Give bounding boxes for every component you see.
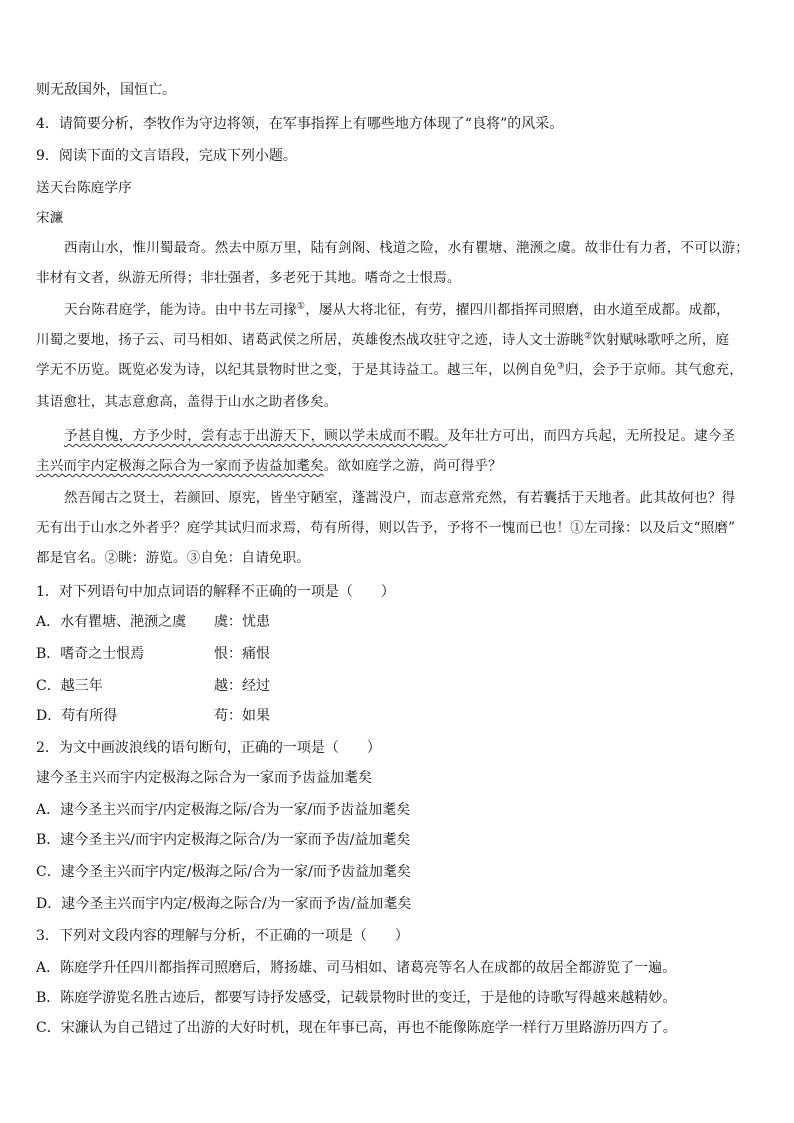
option-a: A．陈庭学升任四川都指挥司照磨后，將扬雄、司马相如、诸葛亮等名人在成都的故居全都游览了一遍。 [36,960,677,976]
option-text: B．嗜奇之士恨焉 [36,646,145,662]
passage-text: 饮射赋咏歌呼之所，庭 [592,332,730,348]
wavy-underlined-text: 予甚自愧，方予少时，尝有志于出游天下，顾以学未成而不暇。 [64,428,448,444]
passage-text: 天台陈君庭学，能为诗。由中书左司掾 [64,302,297,318]
option-explanation: 恨：痛恨 [214,646,270,662]
passage-text: 川蜀之要地，扬子云、司马相如、诸葛武侯之所居，英雄俊杰战攻驻守之迹，诗人文士游眺 [36,332,584,348]
question-3: 3．下列对文段内容的理解与分析，不正确的一项是（ ） [36,928,409,944]
footnote-marker: ② [584,331,593,342]
option-c: C．宋濂认为自己错过了出游的大好时机，现在年事已高，再也不能像陈庭学一样行万里路游历四方了。 [36,1020,677,1036]
question-4: 4．请简要分析，李牧作为守边将领，在军事指挥上有哪些地方体现了“良将”的风采。 [36,116,564,132]
footnote-marker: ③ [556,361,565,372]
question-9: 9．阅读下面的文言语段，完成下列小题。 [36,148,297,164]
passage-title: 送天台陈庭学序 [36,180,132,196]
passage-line: 其语愈壮，其志意愈高，盖得于山水之助者侈矣。 [36,394,338,410]
option-text: A．水有瞿塘、滟滪之虞 [36,614,187,630]
option-d: D．逮今圣主兴而宇内定/极海之际合/为一家而予齿/益加耄矣 [36,896,412,912]
passage-text: 。欲如庭学之游，尚可得乎？ [323,458,502,474]
footnote-marker: ① [296,301,306,312]
option-text: C．越三年 [36,678,103,694]
option-b: B．逮今圣主兴/而宇内定极海之际合/为一家而予齿/益加耄矣 [36,832,411,848]
option-c: C．逮今圣主兴而宇内定/极海之际/合为一家/而予齿益加耄矣 [36,864,411,880]
option-a [36,612,764,632]
question-1: 1．对下列语句中加点词语的解释不正确的一项是（ ） [36,584,395,600]
option-a: A．逮今圣主兴而宇/内定极海之际/合为一家/而予齿益加耄矣 [36,802,411,818]
option-b: B．陈庭学游览名胜古迹后，都要写诗抒发感受，记载景物时世的变迁，于是他的诗歌写得越来越精妙。 [36,990,677,1006]
passage-text: 及年壮方可出，而四方兵起，无所投足。逮今圣 [447,428,736,444]
passage-line [36,300,764,320]
passage-line: 非材有文者，纵游无所得；非壮强者，多老死于其地。嗜奇之士恨焉。 [36,270,461,286]
passage-line: 无有出于山水之外者乎？庭学其试归而求焉，苟有所得，则以告予，予将不一愧而已也！①左司掾：以及后文“照磨” [36,520,736,536]
option-explanation: 苟：如果 [214,708,270,724]
question-2-sentence: 逮今圣主兴而宇内定极海之际合为一家而予齿益加耄矣 [36,770,372,786]
passage-line: 西南山水，惟川蜀最奇。然去中原万里，陆有剑阁、栈道之险，水有瞿塘、滟滪之虞。故非仕有力者，不可以游； [64,240,749,256]
option-explanation: 越：经过 [214,678,270,694]
option-text: D．苟有所得 [36,708,118,724]
option-explanation: 虞：忧患 [214,614,270,630]
option-b [36,644,764,664]
passage-line: 然吾闻古之贤士，若颜回、原宪，皆坐守陋室，蓬蒿没户，而志意常充然，有若囊括于天地者。此其故何也？得 [64,490,736,506]
text-line: 则无敌国外，国恒亡。 [36,82,176,98]
passage-text: 学无不历览。既览必发为诗，以纪其景物时世之变，于是其诗益工。越三年，以例自免 [36,362,557,378]
passage-line [36,330,764,350]
passage-text: ，屡从大将北征，有劳，擢四川都指挥司照磨，由水道至成都。成都， [305,302,730,318]
wavy-underlined-text: 主兴而宇内定极海之际合为一家而予齿益加耄矣 [36,458,324,474]
passage-line [36,456,764,476]
option-d [36,706,764,726]
option-c [36,676,764,696]
passage-line [36,426,764,446]
passage-text: 归，会予于京师。其气愈充， [564,362,743,378]
passage-author: 宋濂 [36,210,64,226]
passage-line [36,360,764,380]
footnote-line: 都是官名。②眺：游览。③自免：自请免职。 [36,550,310,566]
question-2: 2．为文中画波浪线的语句断句，正确的一项是（ ） [36,740,381,756]
